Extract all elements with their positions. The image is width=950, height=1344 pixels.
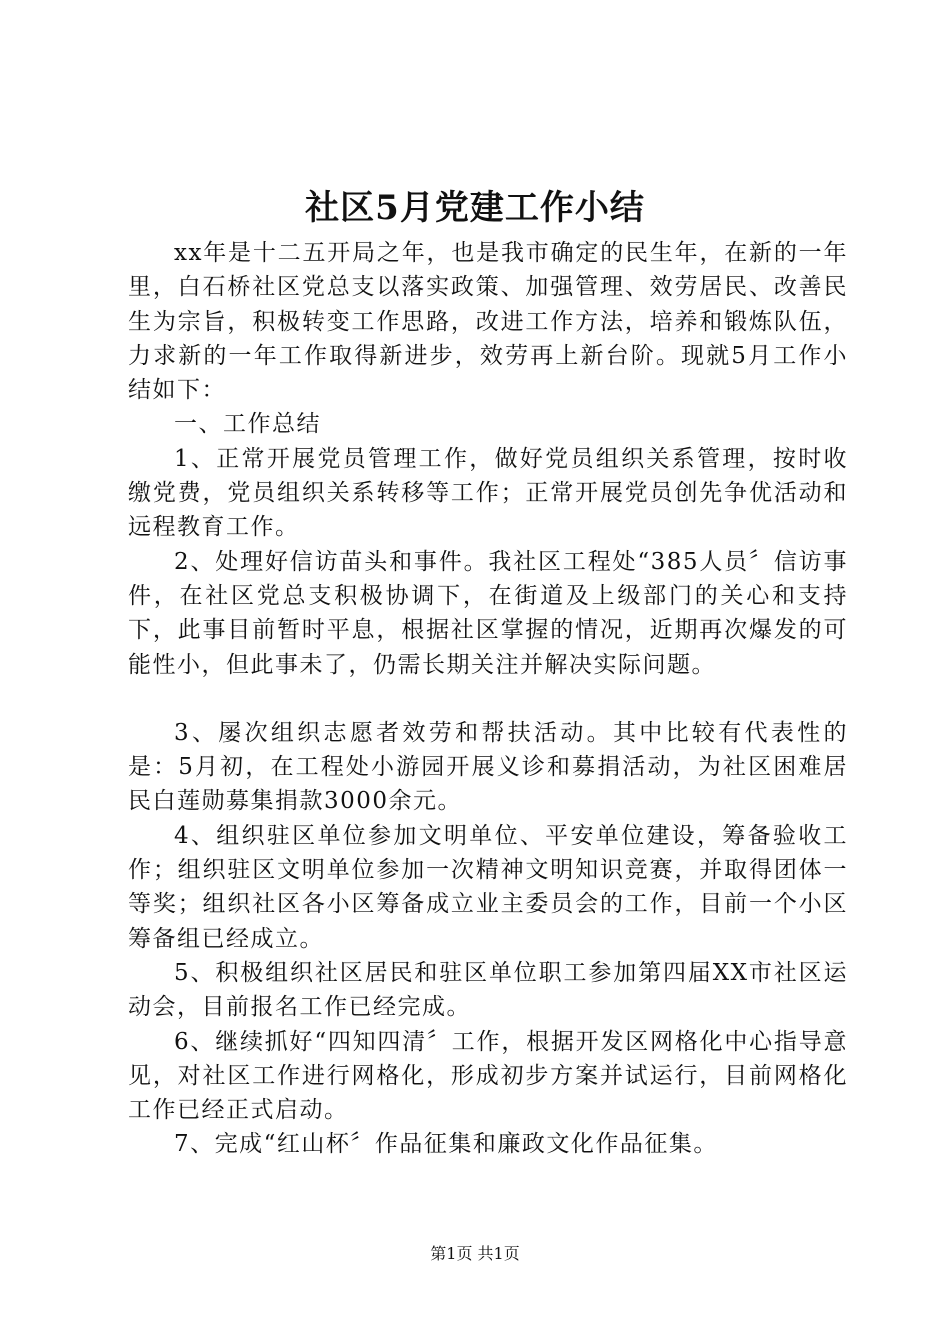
page-footer: 第1页 共1页 (430, 1244, 520, 1263)
intro-paragraph: xx年是十二五开局之年，也是我市确定的民生年，在新的一年里，白石桥社区党总支以落实政策、加强管理、效劳居民、改善民生为宗旨，积极转变工作思路，改进工作方法，培养和锻炼队伍，力求新的一年工作取得新进步，效劳再上新台阶。现就5月工作小结如下： (128, 240, 848, 404)
item-6-paragraph: 6、继续抓好“四知四清〞工作，根据开发区网格化中心指导意见，对社区工作进行网格化，形成初步方案并试运行，目前网格化工作已经正式启动。 (128, 1028, 848, 1124)
section-heading: 一、工作总结 (174, 411, 321, 438)
document-body (128, 236, 848, 1162)
item-4-paragraph: 4、组织驻区单位参加文明单位、平安单位建设，筹备验收工作；组织驻区文明单位参加一次精神文明知识竞赛，并取得团体一等奖；组织社区各小区筹备成立业主委员会的工作，目前一个小区筹备组已经成立。 (128, 822, 848, 952)
item-3-paragraph: 3、屡次组织志愿者效劳和帮扶活动。其中比较有代表性的是：5月初，在工程处小游园开展义诊和募捐活动，为社区困难居民白莲勋募集捐款3000余元。 (128, 719, 848, 815)
item-1-paragraph: 1、正常开展党员管理工作，做好党员组织关系管理，按时收缴党费，党员组织关系转移等工作；正常开展党员创先争优活动和远程教育工作。 (128, 445, 848, 541)
item-5-paragraph: 5、积极组织社区居民和驻区单位职工参加第四届XX市社区运动会，目前报名工作已经完成。 (128, 959, 848, 1021)
item-7-paragraph: 7、完成“红山杯〞作品征集和廉政文化作品征集。 (174, 1131, 718, 1158)
document-title: 社区5月党建工作小结 (305, 188, 645, 228)
item-2-paragraph: 2、处理好信访苗头和事件。我社区工程处“385人员〞信访事件，在社区党总支积极协调下，在街道及上级部门的关心和支持下，此事目前暂时平息，根据社区掌握的情况，近期再次爆发的可能性小，但此事未了，仍需长期关注并解决实际问题。 (128, 548, 848, 678)
